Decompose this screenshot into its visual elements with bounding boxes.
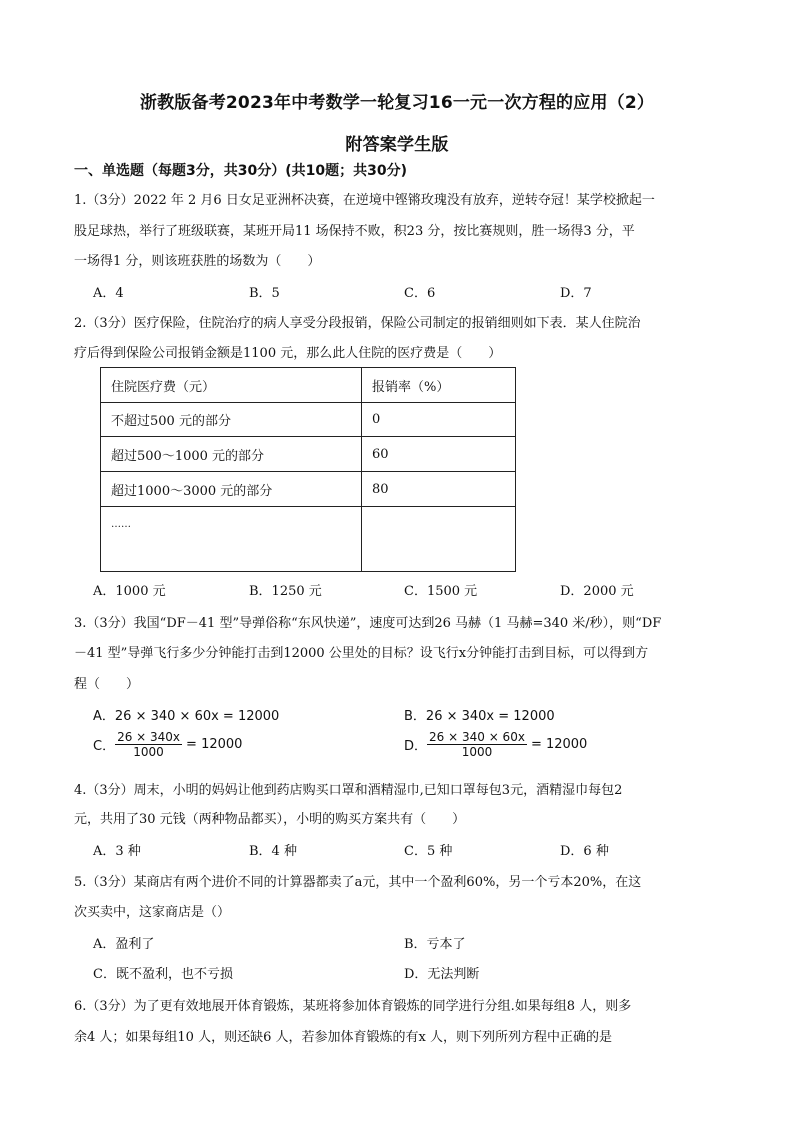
question-2-line-2: 疗后得到保险公司报销金额是1100 元，那么此人住院的医疗费是（ ）: [74, 346, 502, 361]
option-c-fraction: [115, 730, 182, 759]
question-5-line-2: 次买卖中，这家商店是（）: [74, 905, 231, 920]
table-row: [101, 403, 516, 437]
option-c-rhs: = 12000: [186, 737, 243, 752]
table-cell: 60: [362, 437, 516, 472]
question-5-option-d: D．无法判断: [404, 967, 480, 982]
table-header-cell: 住院医疗费（元）: [101, 368, 362, 403]
reimbursement-table: [100, 367, 516, 572]
option-d-rhs: = 12000: [530, 737, 588, 752]
question-2-option-a: A．1000 元: [93, 584, 166, 599]
table-cell: 超过1000～3000 元的部分: [101, 472, 362, 507]
table-cell: 不超过500 元的部分: [101, 403, 362, 437]
question-5-option-c: C．既不盈利，也不亏损: [93, 967, 233, 982]
question-6-line-2: 余4 人；如果每组10 人，则还缺6 人，若参加体育锻炼的有x 人，则下列所列方程中正确的是: [74, 1030, 612, 1045]
option-d-label: D．: [404, 739, 428, 754]
table-cell: 80: [362, 472, 516, 507]
question-4-line-1: 4.（3分）周末，小明的妈妈让他到药店购买口罩和酒精湿巾,已知口罩每包3元，酒精湿巾每包2: [74, 783, 623, 798]
document-title: 浙教版备考2023年中考数学一轮复习16一元一次方程的应用（2）: [139, 93, 655, 113]
table-cell: [362, 507, 516, 572]
question-3-line-1: 3.（3分）我国“DF－41 型”导弹俗称“东风快递”，速度可达到26 马赫（1 马赫=340 米/秒），则“DF: [74, 616, 662, 631]
question-2-option-b: B．1250 元: [249, 584, 322, 599]
question-1-option-b: B．5: [249, 286, 280, 301]
fraction-numerator: 26 × 340x: [117, 730, 181, 744]
question-1-option-c: C．6: [404, 286, 436, 301]
question-1-line-2: 股足球热，举行了班级联赛，某班开局11 场保持不败，积23 分，按比赛规则，胜一场得3 分，平: [74, 224, 635, 239]
table-row: [101, 472, 516, 507]
question-4-option-a: A．3 种: [93, 844, 141, 859]
question-5-option-a: A．盈利了: [93, 937, 155, 952]
question-2-line-1: 2.（3分）医疗保险，住院治疗的病人享受分段报销，保险公司制定的报销细则如下表．某人住院治: [74, 316, 641, 331]
question-2-option-d: D．2000 元: [560, 584, 634, 599]
question-3-option-c: [93, 730, 242, 759]
question-3-line-2: －41 型”导弹飞行多少分钟能打击到12000 公里处的目标？设飞行x分钟能打击到目标，可以得到方: [74, 646, 649, 661]
fraction-denominator: 1000: [461, 745, 493, 759]
question-3-option-d: [404, 730, 587, 759]
question-3-line-3: 程（ ）: [74, 677, 140, 692]
option-c-label: C．: [93, 739, 116, 754]
document-subtitle: 附答案学生版: [345, 135, 449, 155]
question-1-line-3: 一场得1 分，则该班获胜的场数为（ ）: [74, 254, 321, 269]
table-cell: ……: [101, 507, 362, 572]
section-heading: 一、单选题（每题3分，共30分）(共10题；共30分): [74, 163, 407, 179]
question-6-line-1: 6.（3分）为了更有效地展开体育锻炼，某班将参加体育锻炼的同学进行分组.如果每组8 人，则多: [74, 999, 632, 1014]
question-4-option-b: B．4 种: [249, 844, 297, 859]
fraction-numerator: 26 × 340 × 60x: [429, 730, 525, 744]
question-5-option-b: B．亏本了: [404, 937, 466, 952]
question-3-option-a: A．26 × 340 × 60x = 12000: [93, 709, 280, 724]
table-row: [101, 507, 516, 572]
table-cell: 超过500～1000 元的部分: [101, 437, 362, 472]
question-2-option-c: C．1500 元: [404, 584, 478, 599]
option-d-fraction: [427, 730, 527, 759]
question-3-option-b: B．26 × 340x = 12000: [404, 709, 555, 724]
question-1-option-d: D．7: [560, 286, 592, 301]
table-header-row: [101, 368, 516, 403]
table-row: [101, 437, 516, 472]
question-4-option-d: D．6 种: [560, 844, 609, 859]
question-1-option-a: A．4: [93, 286, 124, 301]
question-5-line-1: 5.（3分）某商店有两个进价不同的计算器都卖了a元，其中一个盈利60%，另一个亏本20%，在这: [74, 875, 642, 890]
fraction-denominator: 1000: [133, 745, 164, 759]
question-4-option-c: C．5 种: [404, 844, 453, 859]
table-cell: 0: [362, 403, 516, 437]
table-header-cell: 报销率（%）: [362, 368, 516, 403]
question-1-line-1: 1.（3分）2022 年 2 月6 日女足亚洲杯决赛，在逆境中铿锵玫瑰没有放弃，逆转夺冠！某学校掀起一: [74, 193, 655, 208]
question-4-line-2: 元，共用了30 元钱（两种物品都买），小明的购买方案共有（ ）: [74, 812, 466, 827]
